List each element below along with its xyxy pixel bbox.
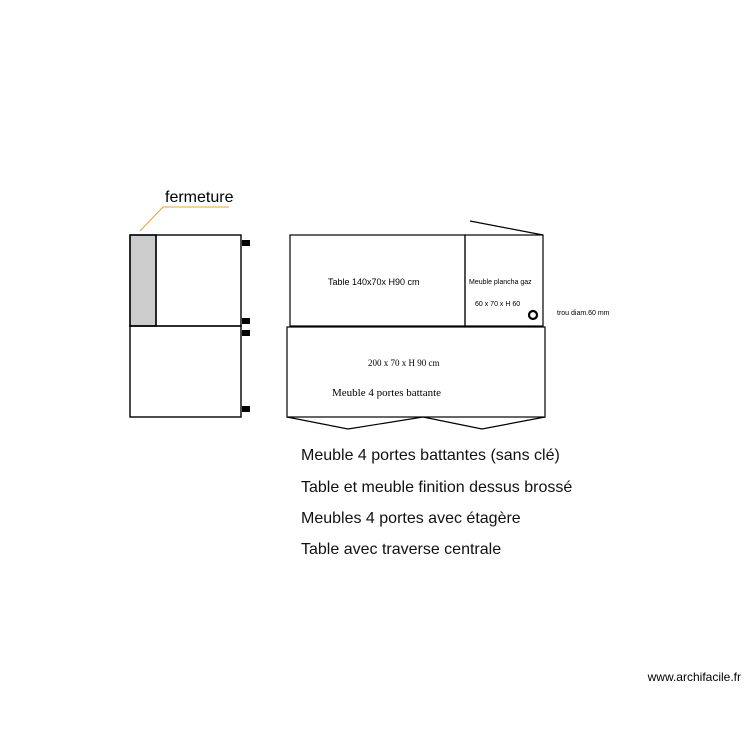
note-line: Table avec traverse centrale [301, 541, 502, 558]
note-line: Meubles 4 portes avec étagère [301, 510, 521, 527]
fermeture-label: fermeture [165, 189, 234, 206]
handle [242, 406, 250, 412]
table-label: Table 140x70x H90 cm [328, 277, 420, 287]
meuble-rect [287, 327, 545, 417]
gas-hole-icon [529, 311, 537, 319]
fermeture-panel [130, 235, 156, 326]
plancha-dims: 60 x 70 x H 60 [475, 301, 521, 308]
plancha-title: Meuble plancha gaz [469, 279, 532, 286]
watermark-url: www.archifacile.fr [647, 670, 741, 684]
meuble-dims: 200 x 70 x H 90 cm [368, 358, 440, 368]
note-line: Meuble 4 portes battantes (sans clé) [301, 447, 560, 464]
fermeture-leader [140, 207, 229, 231]
meuble-title: Meuble 4 portes battante [332, 387, 442, 399]
handle [242, 240, 250, 246]
door-swing-right [423, 417, 545, 429]
left-cabinet-lower [130, 326, 241, 417]
table-plan [290, 221, 543, 326]
left-cabinet-handles [242, 240, 250, 412]
hole-label: trou diam.60 mm [557, 310, 610, 317]
note-line: Table et meuble finition dessus brossé [301, 479, 573, 496]
door-swing-left [287, 417, 423, 429]
handle [242, 318, 250, 324]
left-cabinet [130, 235, 241, 417]
plancha-lid-line [470, 221, 543, 235]
meuble-4-portes [287, 327, 545, 429]
handle [242, 330, 250, 336]
